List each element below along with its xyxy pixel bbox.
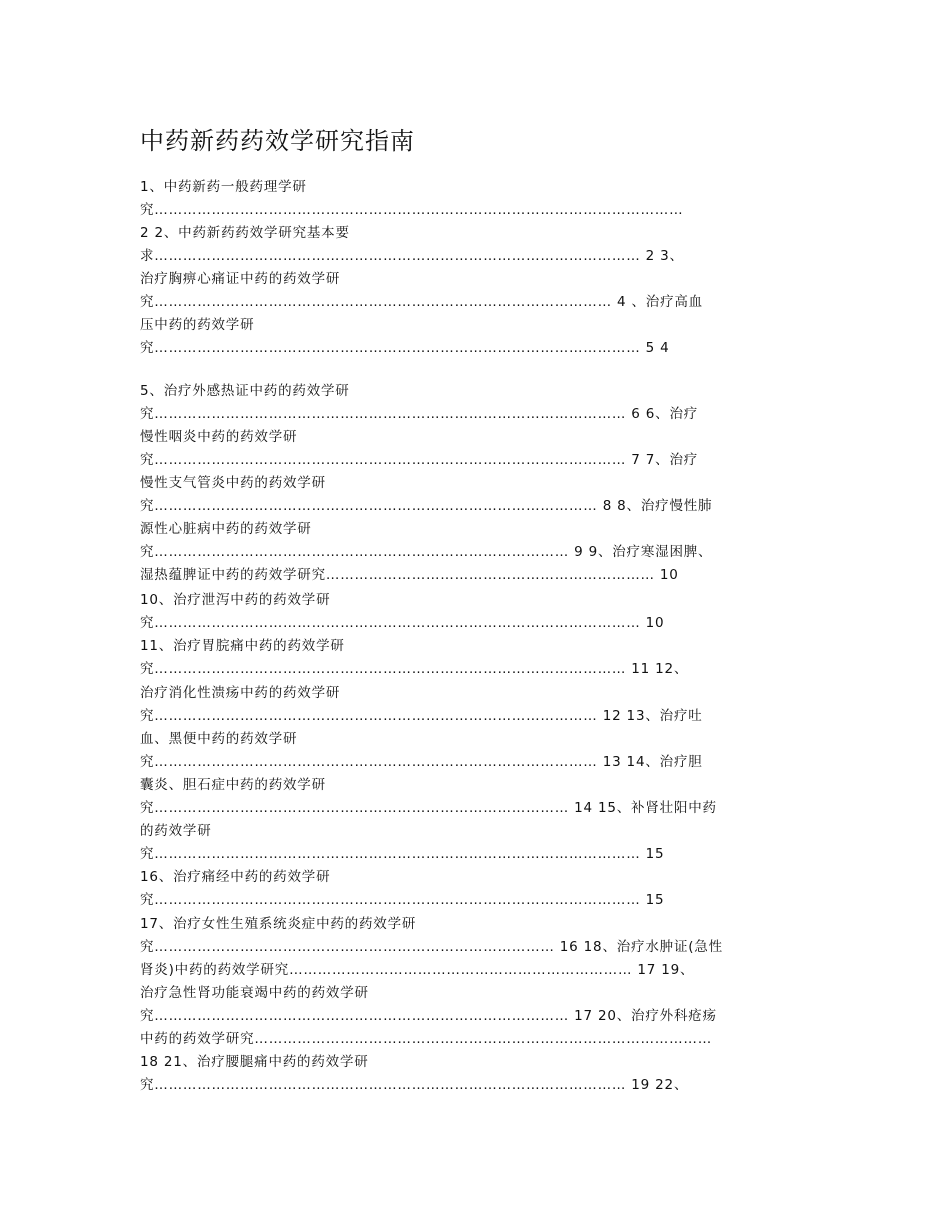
toc-line: 中药的药效学研究…………………………………………………………………………………… [140,1031,712,1047]
toc-line: 肾炎)中药的药效学研究……………………………………………………………… 17 19、 [140,962,695,978]
toc-line: 治疗急性肾功能衰竭中药的药效学研 [140,985,369,1001]
toc-line: 10、治疗泄泻中药的药效学研 [140,592,331,608]
toc-line: 究………………………………………………………………………… 16 18、治疗水肿证(急性 [140,939,723,955]
toc-line: 究……………………………………………………………………………………… 7 7、治疗 [140,452,699,468]
toc-line: 囊炎、胆石症中药的药效学研 [140,777,326,793]
toc-line: 究……………………………………………………………………………………… 11 12、 [140,661,689,677]
toc-line: 慢性支气管炎中药的药效学研 [140,475,326,491]
toc-line: 求………………………………………………………………………………………… 2 3、 [140,248,684,264]
toc-line: 究………………………………………………………………………………………… 15 [140,892,665,908]
toc-line: 究………………………………………………………………………………………… 5 4 [140,340,670,356]
toc-line: 1、中药新药一般药理学研 [140,179,307,195]
toc-line: 究………………………………………………………………………………… 13 14、治疗胆 [140,754,703,770]
toc-line: 究……………………………………………………………………………………… 6 6、治疗 [140,406,699,422]
toc-line: 2 2、中药新药药效学研究基本要 [140,225,350,241]
toc-line: 治疗消化性溃疡中药的药效学研 [140,685,341,701]
toc-line: 究………………………………………………………………………………………………… [140,202,684,218]
toc-line: 压中药的药效学研 [140,317,255,333]
toc-line: 治疗胸痹心痛证中药的药效学研 [140,271,341,287]
page-title: 中药新药药效学研究指南 [140,127,415,155]
toc-line: 究………………………………………………………………………………… 12 13、治疗吐 [140,708,703,724]
toc-line: 究…………………………………………………………………………… 17 20、治疗外科疮疡 [140,1008,717,1024]
toc-line: 5、治疗外感热证中药的药效学研 [140,383,350,399]
toc-line: 17、治疗女性生殖系统炎症中药的药效学研 [140,916,417,932]
toc-line: 源性心脏病中药的药效学研 [140,521,312,537]
toc-line: 血、黑便中药的药效学研 [140,731,298,747]
toc-line: 湿热蕴脾证中药的药效学研究…………………………………………………………… 10 [140,567,679,583]
toc-line: 究………………………………………………………………………………… 8 8、治疗慢性肺 [140,498,713,514]
toc-line: 11、治疗胃脘痛中药的药效学研 [140,638,345,654]
toc-line: 究…………………………………………………………………………… 9 9、治疗寒湿困脾、 [140,544,713,560]
toc-line: 的药效学研 [140,823,212,839]
toc-line: 究……………………………………………………………………………………… 19 22、 [140,1077,689,1093]
toc-line: 究…………………………………………………………………………………… 4 、治疗高血 [140,294,703,310]
toc-line: 慢性咽炎中药的药效学研 [140,429,298,445]
toc-line: 18 21、治疗腰腿痛中药的药效学研 [140,1054,369,1070]
toc-line: 16、治疗痛经中药的药效学研 [140,869,331,885]
toc-line: 究………………………………………………………………………………………… 15 [140,846,665,862]
toc-line: 究………………………………………………………………………………………… 10 [140,615,665,631]
toc-line: 究…………………………………………………………………………… 14 15、补肾壮阳中药 [140,800,717,816]
